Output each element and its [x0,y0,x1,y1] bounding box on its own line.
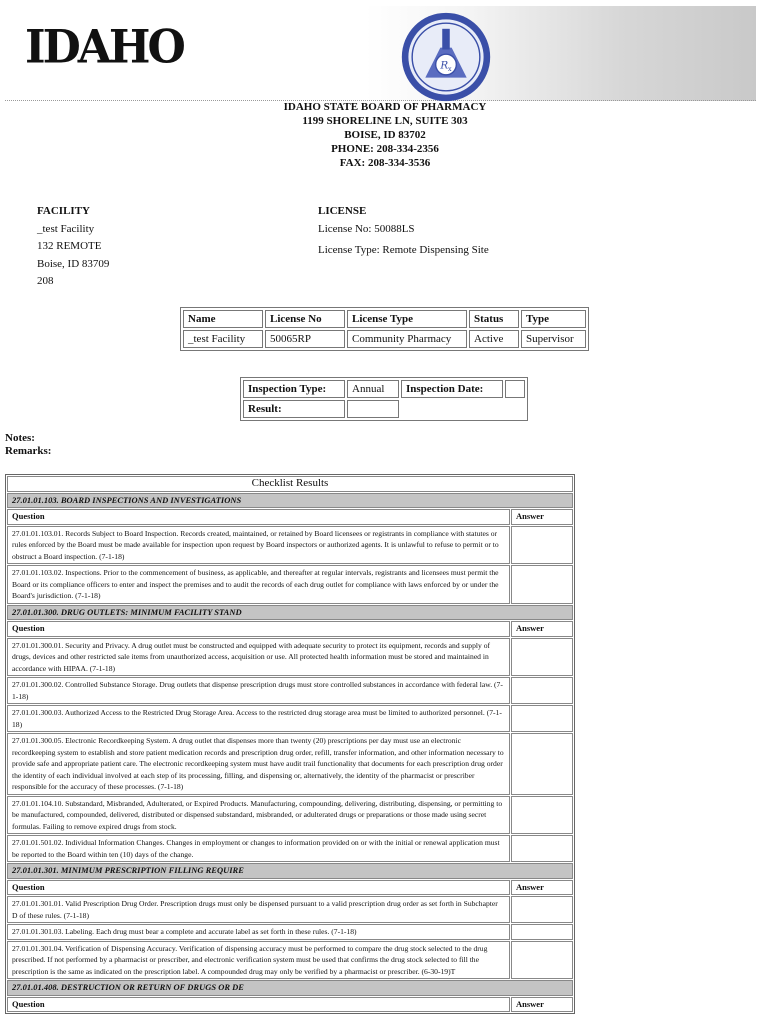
inspection-table [240,377,528,421]
question-text: 27.01.01.104.10. Substandard, Misbranded, Adulterated, or Expired Products. Manufacturing, compounding, delivering, distributing, dispensing, or permitting to be manufactured, compounded, delivered, distributed or dispensed substandard, misbranded, or adulterated drugs or preparations or those made using secret formulas. Failing to remove expired drugs from stock. [7,796,510,835]
agency-header [0,100,770,170]
question-text: 27.01.01.300.02. Controlled Substance Storage. Drug outlets that dispense prescription drugs must store controlled substances in accordance with federal law. (7-1-18) [7,677,510,704]
svg-text:R: R [440,59,449,72]
agency-fax: FAX: 208-334-3536 [339,157,431,169]
agency-address: 1199 SHORELINE LN, SUITE 303 [302,115,468,127]
column-header: Type [521,310,586,328]
license-number: License No: 50088LS [318,222,415,235]
facility-street: 132 REMOTE [37,240,102,252]
answer-cell [511,705,573,732]
question-text: 27.01.01.300.01. Security and Privacy. A drug outlet must be constructed and equipped with adequate security to protect its equipment, records and supply of drugs, devices and other restricted sale items from unauthorized access, acquisition or use. All protected health information must be stored and maintained in accordance with HIPAA. (7-1-18) [7,638,510,677]
checklist-title: Checklist Results [7,476,573,492]
section-title: 27.01.01.301. MINIMUM PRESCRIPTION FILLING REQUIRE [7,863,573,879]
table-row [7,565,573,604]
question-text: 27.01.01.300.05. Electronic Recordkeeping System. A drug outlet that dispenses more than twenty (20) prescriptions per day must use an electronic recordkeeping system to establish and store patient medication records and prescription drug order, refill, transfer information, and other information necessary to provide safe and appropriate patient care. The electronic recordkeeping system must have audit trail functionality that documents for each prescription drug order the identity of each individual involved at each step of its processing, filling, and dispensing or, alternatively, the identity of the pharmacist or prescriber responsible for the accuracy of these processes. (7-1-18) [7,733,510,795]
column-header: Name [183,310,263,328]
table-row [7,835,573,862]
notes-block [5,432,51,458]
answer-header: Answer [511,880,573,896]
question-answer-header [7,997,573,1013]
inspection-type-value: Annual [347,380,399,398]
table-row [243,400,525,418]
notes-label: Notes: [5,432,35,444]
answer-cell [511,733,573,795]
column-header: License No [265,310,345,328]
answer-cell [511,924,573,940]
question-header: Question [7,880,510,896]
question-text: 27.01.01.300.03. Authorized Access to the Restricted Drug Storage Area. Access to the restricted drug storage area must be limited to authorized personnel. (7-1-18) [7,705,510,732]
checklist-body [7,476,573,1012]
question-text: 27.01.01.301.01. Valid Prescription Drug Order. Prescription drugs must only be dispensed pursuant to a valid prescription drug order as set forth in Subchapter D of these rules. (7-1-18) [7,896,510,923]
result-value [347,400,399,418]
table-row [7,733,573,795]
question-header: Question [7,509,510,525]
remarks-label: Remarks: [5,445,52,457]
facility-phone: 208 [37,275,54,287]
section-title: 27.01.01.300. DRUG OUTLETS: MINIMUM FACILITY STAND [7,605,573,621]
table-cell: 50065RP [265,330,345,348]
table-row [7,638,573,677]
answer-header: Answer [511,509,573,525]
question-header: Question [7,621,510,637]
table-cell: Supervisor [521,330,586,348]
license-block [318,203,489,260]
result-label: Result: [243,400,345,418]
agency-phone: PHONE: 208-334-2356 [331,143,439,155]
table-row [7,924,573,940]
facility-name: _test Facility [37,222,95,235]
answer-cell [511,941,573,980]
question-answer-header [7,509,573,525]
table-cell: _test Facility [183,330,263,348]
answer-cell [511,796,573,835]
answer-cell [511,896,573,923]
answer-cell [511,565,573,604]
board-seal-icon [399,10,493,104]
table-cell: Community Pharmacy [347,330,467,348]
table-cell: Active [469,330,519,348]
answer-header: Answer [511,997,573,1013]
column-header: Status [469,310,519,328]
inspection-date-label: Inspection Date: [401,380,503,398]
facility-heading: FACILITY [37,205,90,217]
section-header-row [7,493,573,509]
answer-cell [511,835,573,862]
header-banner [5,6,756,101]
svg-text:x: x [447,65,452,74]
checklist-title-row [7,476,573,492]
answer-cell [511,638,573,677]
question-text: 27.01.01.301.03. Labeling. Each drug must bear a complete and accurate label as set forth in these rules. (7-1-18) [7,924,510,940]
question-text: 27.01.01.501.02. Individual Information Changes. Changes in employment or changes to information provided on or with the initial or renewal application must be reported to the Board within ten (10) days of the change. [7,835,510,862]
question-answer-header [7,880,573,896]
table-row [7,941,573,980]
agency-city: BOISE, ID 83702 [344,129,426,141]
table-row [7,526,573,565]
license-table-header [183,310,586,328]
table-row [7,705,573,732]
inspection-date-value [505,380,525,398]
question-text: 27.01.01.103.02. Inspections. Prior to the commencement of business, as applicable, and thereafter at regular intervals, registrants and licensees must permit the Board or its compliance officers to enter and inspect the premises and to audit the records of each drug outlet for compliance with laws enforced by or under the Board's jurisdiction. (7-1-18) [7,565,510,604]
agency-name: IDAHO STATE BOARD OF PHARMACY [283,101,487,113]
idaho-logo: IDAHO [25,20,183,75]
column-header: License Type [347,310,467,328]
answer-cell [511,677,573,704]
answer-cell [511,526,573,565]
section-header-row [7,605,573,621]
table-row [7,796,573,835]
question-answer-header [7,621,573,637]
facility-city: Boise, ID 83709 [37,257,110,270]
facility-block [37,203,109,291]
section-header-row [7,863,573,879]
table-row [243,380,525,398]
table-row [7,896,573,923]
answer-header: Answer [511,621,573,637]
table-row [183,330,586,348]
table-row [7,677,573,704]
question-text: 27.01.01.103.01. Records Subject to Board Inspection. Records created, maintained, or retained by Board licensees or registrants in compliance with statutes or rules enforced by the Board must be made available for inspection upon request by Board inspectors or authorized agents. It is unlawful to refuse to permit or to obstruct a Board inspection. (7-1-18) [7,526,510,565]
inspection-type-label: Inspection Type: [243,380,345,398]
license-table [180,307,589,351]
section-header-row [7,980,573,996]
license-heading: LICENSE [318,205,367,217]
question-text: 27.01.01.301.04. Verification of Dispensing Accuracy. Verification of dispensing accuracy must be performed to compare the drug stock selected to the drug prescribed. If not performed by a pharmacist or prescriber, and electronic verification system must be used that confirms the drug stock selected to fill the prescription is the same as indicated on the prescription label. A compounded drug may only be verified by a pharmacist or prescriber. (6-30-19)T [7,941,510,980]
license-type: License Type: Remote Dispensing Site [318,244,489,256]
checklist-table [5,474,575,1014]
section-title: 27.01.01.103. BOARD INSPECTIONS AND INVESTIGATIONS [7,493,573,509]
question-header: Question [7,997,510,1013]
section-title: 27.01.01.408. DESTRUCTION OR RETURN OF DRUGS OR DE [7,980,573,996]
